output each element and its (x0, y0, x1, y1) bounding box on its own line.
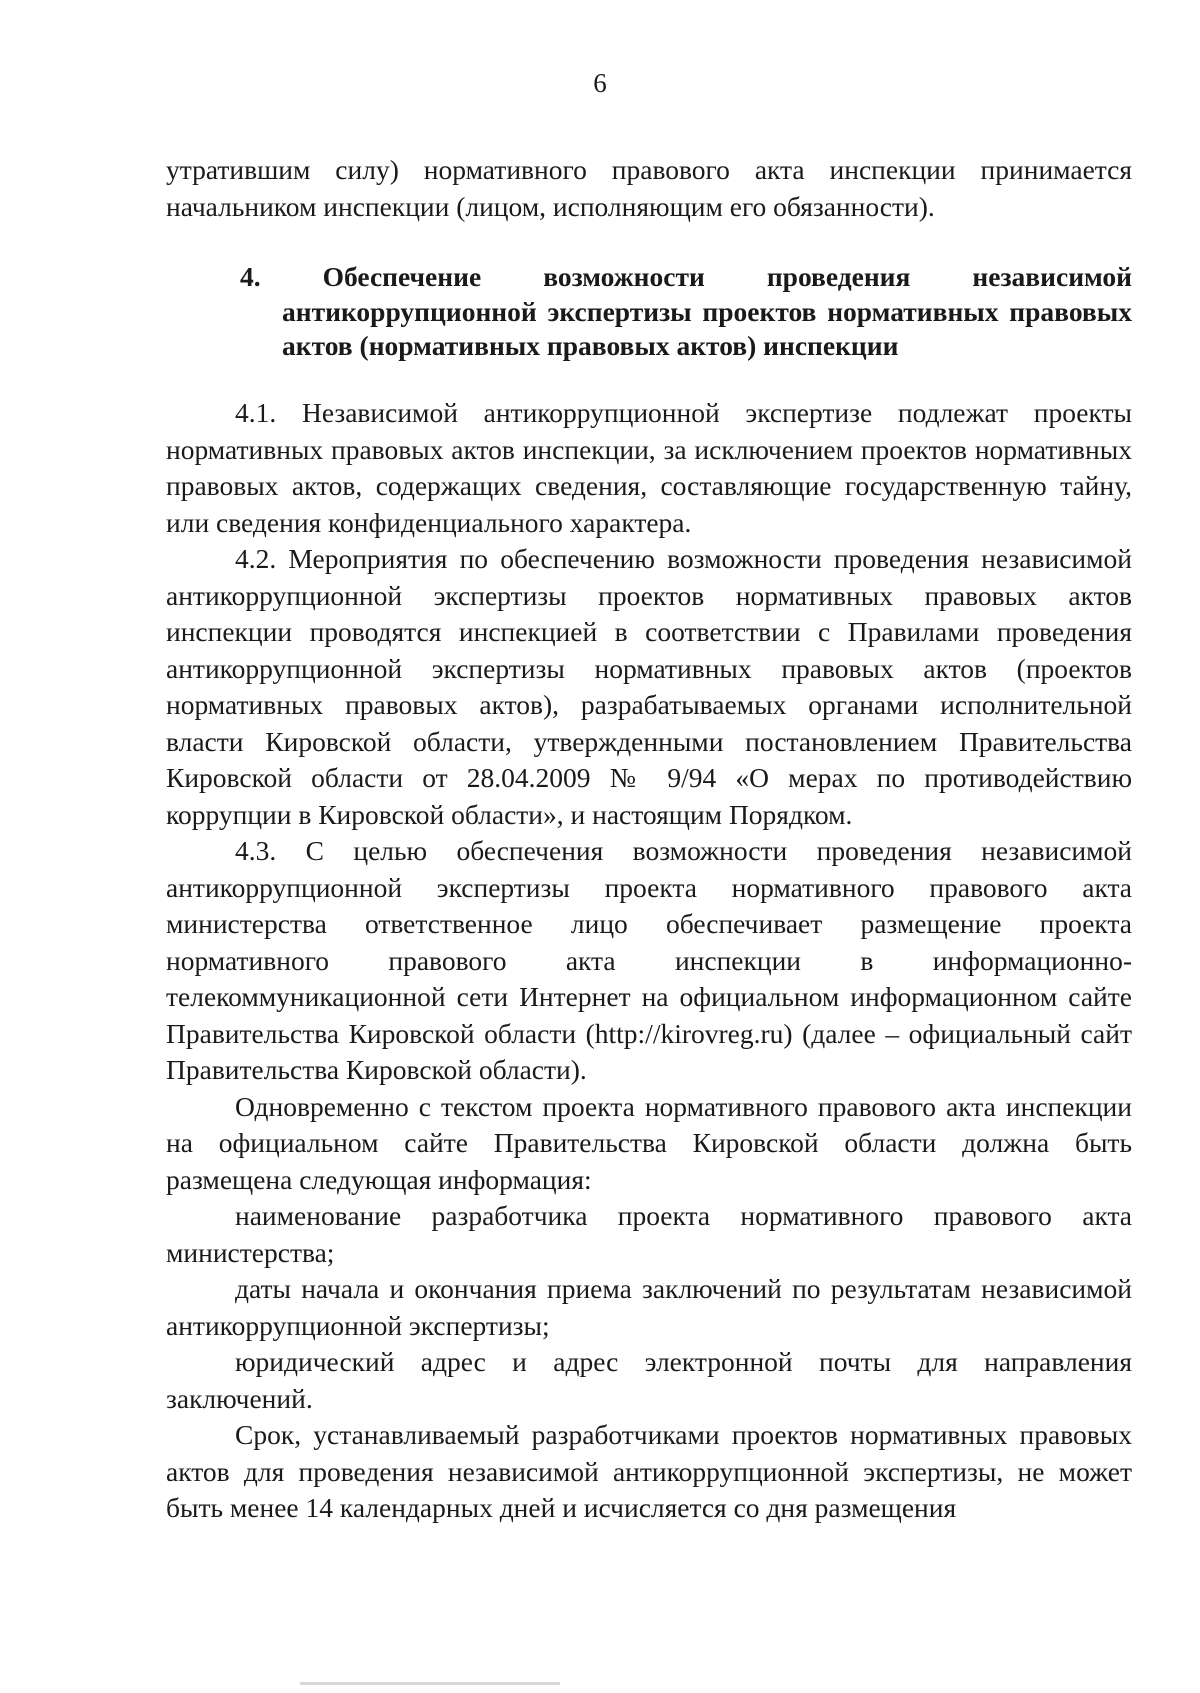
intro-text-block (166, 152, 1132, 225)
paragraph-4-2: 4.2. Мероприятия по обеспечению возможности проведения независимой антикоррупционной экспертизы проектов нормативных правовых актов инспекции проводятся инспекцией в соответствии с Правилами проведения антикоррупционной экспертизы нормативных правовых актов (проектов нормативных правовых актов), разрабатываемых органами исполнительной власти Кировской области, утвержденными постановлением Правительства Кировской области от 28.04.2009 № 9/94 «О мерах по противодействию коррупции в Кировской области», и настоящим Порядком. (166, 543, 1132, 830)
list-item-dates: даты начала и окончания приема заключений по результатам независимой антикоррупционной экспертизы; (166, 1273, 1132, 1341)
paragraph-simultaneously: Одновременно с текстом проекта нормативного правового акта инспекции на официальном сайте Правительства Кировской области должна быть размещена следующая информация: (166, 1090, 1132, 1195)
section-heading-rest: антикоррупционной экспертизы проектов нормативных правовых актов (нормативных правовых актов) инспекции (282, 295, 1132, 361)
paragraph-4-3: 4.3. С целью обеспечения возможности проведения независимой антикоррупционной экспертизы проекта нормативного правового акта министерства ответственное лицо обеспечивает размещение проекта нормативного правового акта инспекции в информационно-телекоммуникационной сети Интернет на официальном информационном сайте Правительства Кировской области (http://kirovreg.ru) (далее – официальный сайт Правительства Кировской области). (166, 835, 1132, 1085)
page-number: 6 (593, 68, 607, 98)
intro-paragraph: утратившим силу) нормативного правового акта инспекции принимается начальником инспекции (лицом, исполняющим его обязанности). (166, 154, 1132, 222)
list-item-address: юридический адрес и адрес электронной почты для направления заключений. (166, 1346, 1132, 1414)
section-body (166, 395, 1132, 1527)
list-item-developer-name: наименование разработчика проекта нормативного правового акта министерства; (166, 1200, 1132, 1268)
scan-artifact (300, 1682, 560, 1685)
paragraph-term: Срок, устанавливаемый разработчиками проектов нормативных правовых актов для проведения независимой антикоррупционной экспертизы, не может быть менее 14 календарных дней и исчисляется со дня размещения (166, 1419, 1132, 1523)
paragraph-4-1: 4.1. Независимой антикоррупционной экспертизе подлежат проекты нормативных правовых актов инспекции, за исключением проектов нормативных правовых актов, содержащих сведения, составляющие государственную тайну, или сведения конфиденциального характера. (166, 397, 1132, 538)
section-heading-line1: 4. Обеспечение возможности проведения независимой (240, 261, 1132, 292)
section-heading (240, 260, 1132, 364)
